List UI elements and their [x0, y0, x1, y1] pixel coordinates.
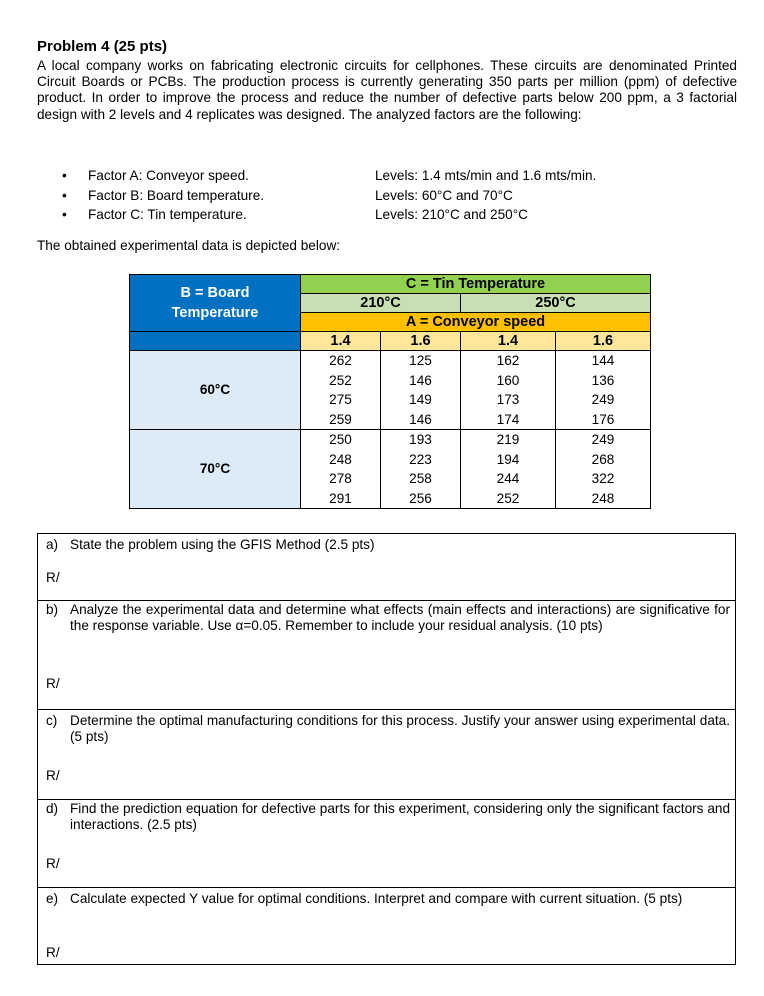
- question-letter: e): [46, 891, 59, 906]
- answer-label: R/: [46, 856, 60, 871]
- problem-title: Problem 4 (25 pts): [37, 38, 168, 55]
- question-text: Determine the optimal manufacturing conditions for this process. Justify your answer using experimental data. (5 pts): [70, 713, 730, 745]
- data-cell: 162 160 173 174: [461, 351, 556, 430]
- question-letter: d): [46, 801, 59, 816]
- question-box-d: [37, 798, 736, 888]
- question-letter: a): [46, 537, 59, 552]
- data-cell: 125 146 149 146: [381, 351, 461, 430]
- data-caption: The obtained experimental data is depicted below:: [37, 238, 341, 253]
- answer-label: R/: [46, 570, 60, 585]
- bullet-icon: •: [62, 207, 67, 222]
- b-level-60: 60°C: [130, 351, 301, 430]
- c-level-210: 210°C: [301, 294, 461, 313]
- bullet-icon: •: [62, 168, 67, 183]
- data-cell: 144 136 249 176: [556, 351, 651, 430]
- question-text: Calculate expected Y value for optimal conditions. Interpret and compare with current situation. (5 pts): [70, 891, 683, 906]
- data-cell: 219 194 244 252: [461, 430, 556, 509]
- b-header: B = Board Temperature: [130, 275, 301, 332]
- answer-label: R/: [46, 945, 60, 960]
- factor-item: [62, 166, 596, 186]
- a-level: 1.4: [461, 332, 556, 351]
- factor-item: [62, 205, 596, 225]
- factor-item: [62, 186, 596, 206]
- factor-name: Factor B: Board temperature.: [88, 187, 265, 203]
- b-header-spacer: [130, 332, 301, 351]
- a-level: 1.6: [556, 332, 651, 351]
- experiment-data-table: [129, 274, 651, 509]
- data-cell: 249 268 322 248: [556, 430, 651, 509]
- question-box-c: [37, 709, 736, 800]
- c-level-250: 250°C: [461, 294, 651, 313]
- factor-name: Factor C: Tin temperature.: [88, 207, 247, 222]
- factor-levels: Levels: 210°C and 250°C: [375, 207, 528, 222]
- question-text: Analyze the experimental data and determine what effects (main effects and interactions) are significative for the response variable. Use α=0.05. Remember to include your residual analysis. (10 pts): [70, 602, 730, 634]
- question-text: Find the prediction equation for defective parts for this experiment, considering only the significant factors and interactions. (2.5 pts): [70, 801, 730, 833]
- data-cell: 262 252 275 259: [301, 351, 381, 430]
- factor-levels: Levels: 1.4 mts/min and 1.6 mts/min.: [375, 168, 597, 183]
- question-letter: c): [46, 713, 58, 728]
- table-row: [130, 351, 651, 430]
- b-level-70: 70°C: [130, 430, 301, 509]
- data-cell: 250 248 278 291: [301, 430, 381, 509]
- question-box-b: [37, 599, 736, 710]
- question-letter: b): [46, 602, 59, 617]
- question-box-a: [37, 533, 736, 601]
- a-level: 1.6: [381, 332, 461, 351]
- a-header: A = Conveyor speed: [301, 313, 651, 332]
- answer-label: R/: [46, 768, 60, 783]
- table-row: [130, 430, 651, 509]
- problem-intro: A local company works on fabricating electronic circuits for cellphones. These circuits are denominated Printed Circuit Boards or PCBs. The production process is currently generating 350 parts per million (ppm) of defective product. In order to improve the process and reduce the number of defective parts below 200 ppm, a 3 factorial design with 2 levels and 4 replicates was designed. The analyzed factors are the following:: [37, 58, 737, 122]
- question-text: State the problem using the GFIS Method (2.5 pts): [70, 537, 375, 552]
- factor-list: [62, 166, 596, 225]
- factor-levels: Levels: 60°C and 70°C: [375, 187, 513, 203]
- data-cell: 193 223 258 256: [381, 430, 461, 509]
- c-header: C = Tin Temperature: [301, 275, 651, 294]
- question-box-e: [37, 887, 736, 965]
- answer-label: R/: [46, 676, 60, 691]
- bullet-icon: •: [62, 187, 67, 203]
- a-level: 1.4: [301, 332, 381, 351]
- factor-name: Factor A: Conveyor speed.: [88, 168, 249, 183]
